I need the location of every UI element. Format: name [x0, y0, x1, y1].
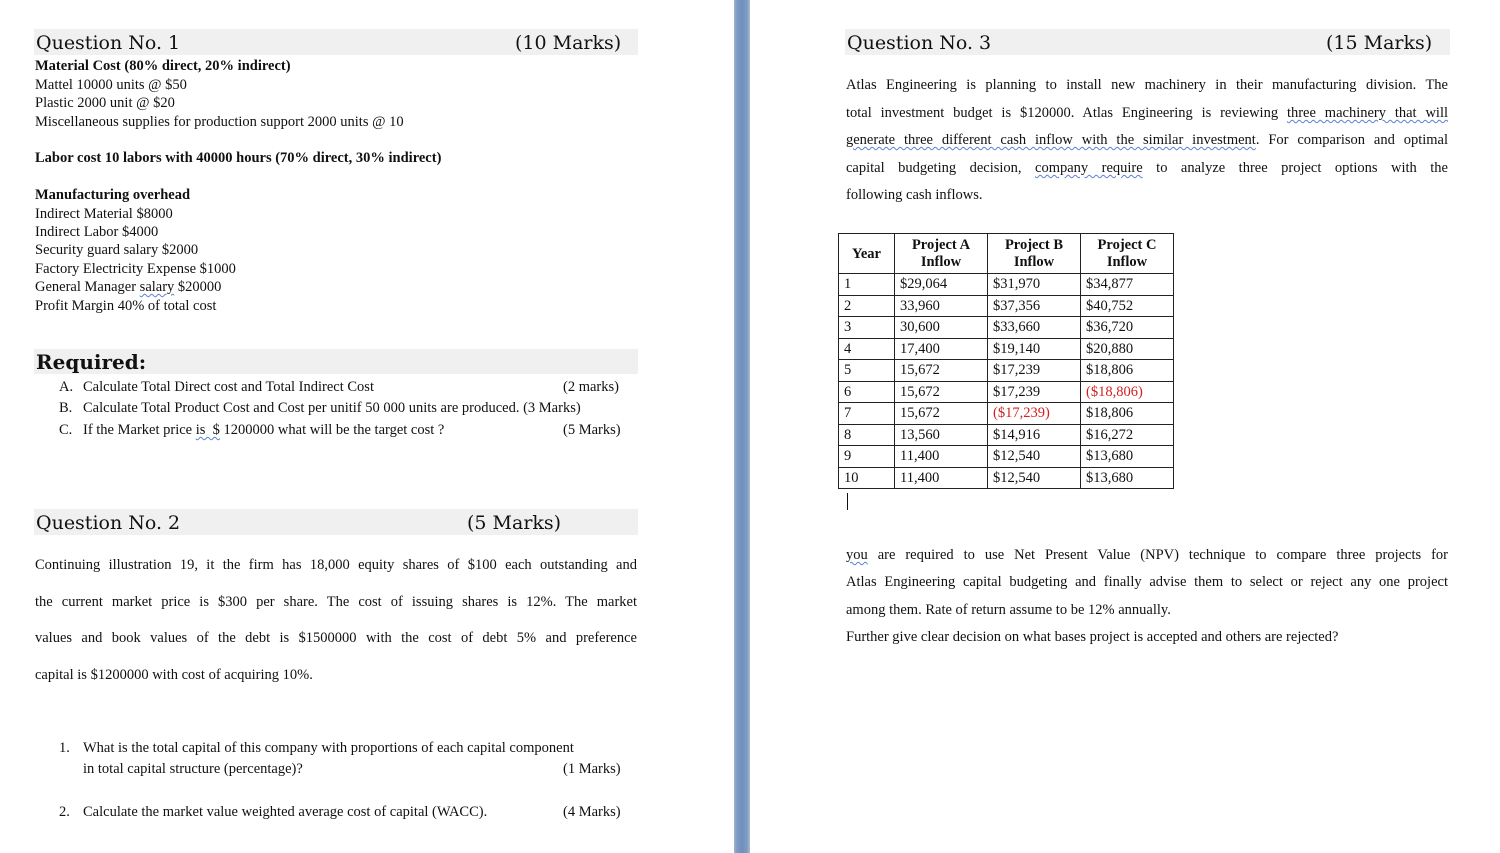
cell-year: 4	[839, 338, 895, 360]
required-title: Required:	[36, 350, 147, 374]
q2-item-2	[59, 804, 639, 822]
table-row	[839, 446, 1174, 468]
q3-intro-line	[846, 132, 1448, 149]
q2-para-line: values and book values of the debt is $1500000 with the cost of debt 5% and preference	[35, 630, 637, 646]
cell-inflow: $18,806	[1081, 403, 1174, 425]
intro-text: . For comparison and optimal	[1255, 132, 1448, 148]
table-row	[839, 467, 1174, 489]
item-text: What is the total capital of this company with proportions of each capital component	[83, 740, 574, 756]
after-text: are required to use Net Present Value (NPV) technique to compare three projects for	[867, 547, 1448, 563]
gm-wavy: salary	[139, 279, 175, 295]
q3-heading	[845, 29, 1450, 55]
q2-para-line: Continuing illustration 19, it the firm has 18,000 equity shares of $100 each outstanding and	[35, 557, 637, 573]
cell-inflow: ($17,239)	[988, 403, 1081, 425]
cell-inflow: $37,356	[988, 295, 1081, 317]
col-c-line1: Project C	[1097, 237, 1157, 253]
item-marks: (5 Marks)	[563, 422, 621, 438]
cell-inflow: $36,720	[1081, 317, 1174, 339]
cell-inflow: $40,752	[1081, 295, 1174, 317]
cell-inflow: 15,672	[895, 403, 988, 425]
cell-year: 10	[839, 467, 895, 489]
cell-year: 1	[839, 274, 895, 296]
cell-inflow: $34,877	[1081, 274, 1174, 296]
item-text: Calculate Total Product Cost and Cost per unitif 50 000 units are produced. (3 Marks)	[83, 400, 581, 416]
item-label: 2.	[59, 804, 70, 820]
q2-para-line: capital is $1200000 with cost of acquiring 10%.	[35, 667, 313, 683]
cell-inflow: $19,140	[988, 338, 1081, 360]
cell-inflow: $13,680	[1081, 446, 1174, 468]
col-b-line2: Inflow	[1013, 254, 1055, 270]
cell-inflow: $33,660	[988, 317, 1081, 339]
overhead-line: Indirect Labor $4000	[35, 224, 159, 240]
table-header-row	[839, 234, 1174, 274]
q2-item-1	[59, 740, 639, 780]
item-label: B.	[59, 400, 73, 416]
cell-inflow: 13,560	[895, 424, 988, 446]
cell-inflow: $12,540	[988, 446, 1081, 468]
cell-inflow: $29,064	[895, 274, 988, 296]
table-row	[839, 360, 1174, 382]
q3-marks: (15 Marks)	[1326, 32, 1433, 54]
q3-after-line	[846, 547, 1448, 564]
cell-year: 9	[839, 446, 895, 468]
req-item-c	[59, 422, 629, 440]
item-marks: (2 marks)	[563, 379, 619, 395]
intro-wavy: company require	[1035, 160, 1143, 176]
q3-after-line: Atlas Engineering capital budgeting and finally advise them to select or reject any one project	[846, 574, 1448, 590]
cell-year: 6	[839, 381, 895, 403]
page-gutter	[734, 0, 750, 853]
q1-marks: (10 Marks)	[515, 32, 622, 54]
table-row	[839, 424, 1174, 446]
cell-inflow: 17,400	[895, 338, 988, 360]
q2-marks: (5 Marks)	[467, 512, 562, 534]
item-label: A.	[59, 379, 74, 395]
col-a-line2: Inflow	[920, 254, 962, 270]
table-row	[839, 403, 1174, 425]
cell-inflow: 15,672	[895, 381, 988, 403]
table-row	[839, 338, 1174, 360]
q3-title: Question No. 3	[847, 32, 992, 54]
cell-inflow: 15,672	[895, 360, 988, 382]
material-line: Miscellaneous supplies for production support 2000 units @ 10	[35, 114, 404, 130]
q2-para-line: the current market price is $300 per share. The cost of issuing shares is 12%. The market	[35, 594, 637, 610]
q3-intro-line	[846, 160, 1448, 177]
cell-inflow: $31,970	[988, 274, 1081, 296]
intro-text: capital budgeting decision,	[846, 160, 1036, 176]
after-wavy: you	[846, 547, 868, 563]
item-text: Calculate the market value weighted average cost of capital (WACC).	[83, 804, 488, 820]
cell-inflow: 33,960	[895, 295, 988, 317]
overhead-line: Factory Electricity Expense $1000	[35, 261, 236, 277]
intro-wavy: generate three different cash inflow with the similar investment	[846, 132, 1256, 148]
q3-after-line: among them. Rate of return assume to be 12% annually.	[846, 602, 1171, 618]
cell-inflow: 30,600	[895, 317, 988, 339]
cell-inflow: $14,916	[988, 424, 1081, 446]
table-row	[839, 381, 1174, 403]
item-text-a: If the Market price	[83, 422, 196, 438]
labor-line: Labor cost 10 labors with 40000 hours (70% direct, 30% indirect)	[35, 150, 442, 166]
material-line: Mattel 10000 units @ $50	[35, 77, 187, 93]
cell-inflow: $13,680	[1081, 467, 1174, 489]
item-text-wavy: is $	[195, 422, 220, 438]
gm-suffix: $20000	[174, 279, 222, 295]
q3-intro-line	[846, 105, 1448, 122]
cell-year: 8	[839, 424, 895, 446]
req-item-a	[59, 379, 629, 397]
q3-after-line: Further give clear decision on what bases project is accepted and others are rejected?	[846, 629, 1339, 645]
cell-inflow: 11,400	[895, 467, 988, 489]
item-text-b: 1200000 what will be the target cost ?	[219, 422, 445, 438]
material-line: Plastic 2000 unit @ $20	[35, 95, 175, 111]
cell-inflow: $20,880	[1081, 338, 1174, 360]
cell-inflow: ($18,806)	[1081, 381, 1174, 403]
text-cursor	[847, 493, 848, 510]
gm-salary-line	[35, 279, 221, 296]
cell-inflow: $17,239	[988, 360, 1081, 382]
item-label: C.	[59, 422, 73, 438]
gm-prefix: General Manager	[35, 279, 140, 295]
col-project-a	[895, 234, 988, 274]
q1-title: Question No. 1	[36, 32, 181, 54]
q3-intro-line: following cash inflows.	[846, 187, 983, 203]
cell-year: 7	[839, 403, 895, 425]
intro-text: total investment budget is $120000. Atlas Engineering is reviewing	[846, 105, 1287, 121]
cell-inflow: $18,806	[1081, 360, 1174, 382]
item-label: 1.	[59, 740, 70, 756]
item-marks: (4 Marks)	[563, 804, 621, 820]
material-heading: Material Cost (80% direct, 20% indirect)	[35, 58, 291, 74]
item-text: Calculate Total Direct cost and Total Indirect Cost	[83, 379, 374, 395]
cash-inflow-table	[838, 233, 1174, 489]
q3-intro-line: Atlas Engineering is planning to install new machinery in their manufacturing division. The	[846, 77, 1448, 93]
overhead-heading: Manufacturing overhead	[35, 187, 191, 203]
col-year: Year	[839, 234, 895, 274]
col-b-line1: Project B	[1004, 237, 1064, 253]
table-row	[839, 317, 1174, 339]
col-project-b	[988, 234, 1081, 274]
table-row	[839, 274, 1174, 296]
req-item-b	[59, 400, 639, 418]
table-row	[839, 295, 1174, 317]
cell-inflow: $16,272	[1081, 424, 1174, 446]
intro-text: to analyze three project options with the	[1142, 160, 1448, 176]
q1-heading	[34, 29, 638, 55]
cell-year: 2	[839, 295, 895, 317]
item-marks: (1 Marks)	[563, 761, 621, 777]
overhead-line: Security guard salary $2000	[35, 242, 199, 258]
q2-heading	[34, 509, 638, 535]
cell-inflow: $12,540	[988, 467, 1081, 489]
cell-inflow: 11,400	[895, 446, 988, 468]
cell-inflow: $17,239	[988, 381, 1081, 403]
required-heading	[34, 349, 638, 374]
col-project-c	[1081, 234, 1174, 274]
intro-wavy: three machinery that will	[1286, 105, 1448, 121]
item-text	[83, 422, 444, 439]
col-c-line2: Inflow	[1106, 254, 1148, 270]
profit-line: Profit Margin 40% of total cost	[35, 298, 217, 314]
item-text-line2: in total capital structure (percentage)?	[83, 761, 303, 777]
cell-year: 5	[839, 360, 895, 382]
overhead-line: Indirect Material $8000	[35, 206, 173, 222]
q2-title: Question No. 2	[36, 512, 181, 534]
cell-year: 3	[839, 317, 895, 339]
col-a-line1: Project A	[911, 237, 971, 253]
